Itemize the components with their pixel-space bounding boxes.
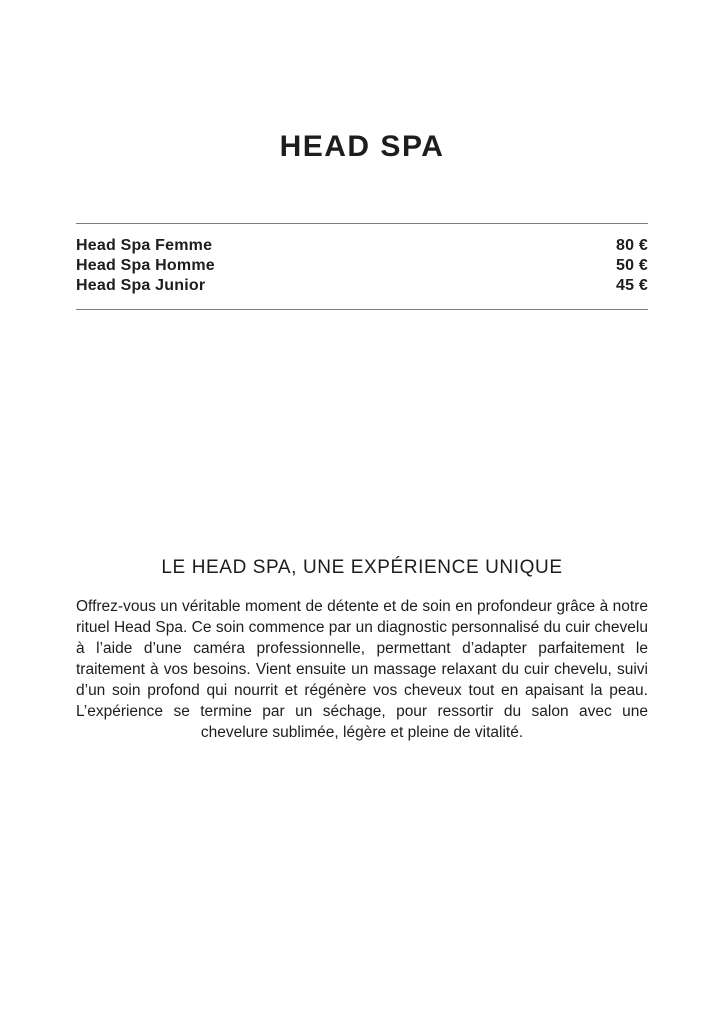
service-price: 80 € [616,237,648,254]
page-title: HEAD SPA [279,130,445,163]
price-row [76,256,648,276]
menu-content [76,0,648,743]
section-heading: LE HEAD SPA, UNE EXPÉRIENCE UNIQUE [161,557,563,578]
price-list [76,236,648,296]
divider-top [76,223,648,224]
service-name: Head Spa Homme [76,257,215,274]
service-name: Head Spa Junior [76,277,206,294]
divider-bottom [76,309,648,310]
service-price: 45 € [616,277,648,294]
price-row [76,236,648,256]
description-text: Offrez-vous un véritable moment de détente et de soin en profondeur grâce à notre rituel Head Spa. Ce soin commence par un diagnostic personnalisé du cuir chevelu à l’aide d’une caméra professionnelle, permettant d’adapter parfaitement le traitement à vos besoins. Vient ensuite un massage relaxant du cuir chevelu, suivi d’un soin profond qui nourrit et régénère vos cheveux tout en apaisant la peau. L’expérience se termine par un séchage, pour ressortir du salon avec une chevelure sublimée, légère et pleine de vitalité. [76,598,648,741]
service-name: Head Spa Femme [76,237,213,254]
price-row [76,276,648,296]
service-price: 50 € [616,257,648,274]
